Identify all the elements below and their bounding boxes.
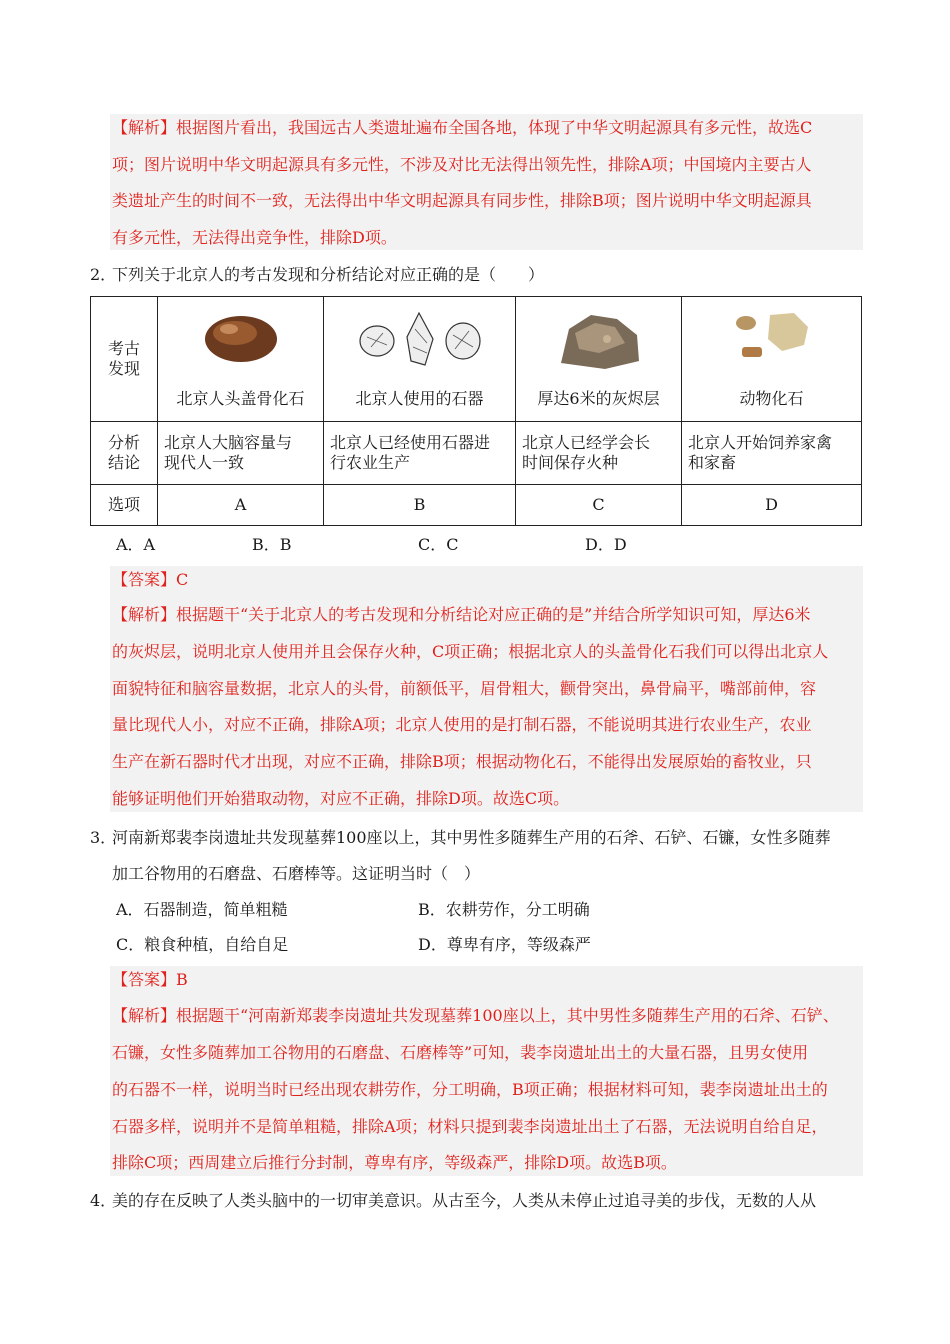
q3-stem-line: 加工谷物用的石磨盘、石磨棒等。这证明当时（ ） — [112, 864, 481, 883]
q2-analysis-line: 生产在新石器时代才出现，对应不正确，排除B项；根据动物化石，不能得出发展原始的畜牧业，只 — [112, 752, 812, 771]
finding-caption: 动物化石 — [739, 389, 804, 408]
choice-cell: C — [516, 485, 682, 526]
conclusion-text: 北京人已经使用石器进 — [330, 433, 491, 452]
q3-analysis-line: 石器多样，说明并不是简单粗糙，排除A项；材料只提到裴李岗遗址出土了石器，无法说明自给自足， — [112, 1117, 828, 1136]
q3-option[interactable]: B．农耕劳作，分工明确 — [418, 900, 590, 919]
conclusion-text: 行农业生产 — [330, 453, 411, 472]
row-label-text: 分析 — [107, 433, 140, 452]
findings-row — [91, 297, 862, 422]
q3-option[interactable]: C．粮食种植，自给自足 — [116, 935, 289, 954]
conclusion-cell — [516, 422, 682, 485]
conclusions-row — [91, 422, 862, 485]
skull-fossil-image — [201, 309, 281, 365]
conclusion-text: 和家畜 — [688, 453, 737, 472]
q1-analysis-line: 项；图片说明中华文明起源具有多元性，不涉及对比无法得出领先性，排除A项；中国境内主要古人 — [112, 155, 812, 174]
q3-stem-line: 河南新郑裴李岗遗址共发现墓葬100座以上，其中男性多随葬生产用的石斧、石铲、石镰，女性多随葬 — [112, 828, 831, 847]
row-label-text: 结论 — [107, 453, 140, 472]
conclusion-cell — [682, 422, 862, 485]
finding-cell — [682, 297, 862, 422]
q3-analysis-line: 【解析】根据题干“河南新郑裴李岗遗址共发现墓葬100座以上，其中男性多随葬生产用的石斧、石铲、 — [112, 1006, 839, 1025]
choice-cell: A — [158, 485, 324, 526]
q1-analysis-line: 【解析】根据图片看出，我国远古人类遗址遍布全国各地，体现了中华文明起源具有多元性，故选C — [112, 118, 813, 137]
choice-cell: D — [682, 485, 862, 526]
q2-answer: 【答案】C — [112, 570, 189, 589]
finding-caption: 北京人头盖骨化石 — [176, 389, 305, 408]
q3-analysis-line: 石镰，女性多随葬加工谷物用的石磨盘、石磨棒等”可知，裴李岗遗址出土的大量石器，且男女使用 — [112, 1043, 809, 1062]
finding-cell — [516, 297, 682, 422]
q3-analysis-line: 排除C项；西周建立后推行分封制，尊卑有序，等级森严，排除D项。故选B项。 — [112, 1153, 677, 1172]
q1-analysis-line: 类遗址产生的时间不一致，无法得出中华文明起源具有同步性，排除B项；图片说明中华文明起源具 — [112, 191, 812, 210]
conclusion-cell — [324, 422, 516, 485]
choice-cell: B — [324, 485, 516, 526]
q2-option[interactable]: D．D — [585, 535, 627, 554]
row-label-choice: 选项 — [91, 485, 158, 526]
q2-analysis-line: 【解析】根据题干“关于北京人的考古发现和分析结论对应正确的是”并结合所学知识可知，厚达6米 — [112, 605, 811, 624]
row-label-text: 考古 — [107, 339, 140, 358]
q3-answer-box — [110, 966, 863, 1176]
q2-table — [90, 296, 862, 526]
q3-analysis-line: 的石器不一样，说明当时已经出现农耕劳作，分工明确，B项正确；根据材料可知，裴李岗遗址出土的 — [112, 1080, 828, 1099]
q4-stem-line: 美的存在反映了人类头脑中的一切审美意识。从古至今，人类从未停止过追寻美的步伐，无数的人从 — [112, 1191, 817, 1210]
q2-analysis-line: 能够证明他们开始猎取动物，对应不正确，排除D项。故选C项。 — [112, 789, 570, 808]
row-label-findings — [91, 297, 158, 422]
stone-tools-image — [355, 309, 485, 369]
q3-number: 3． — [90, 828, 117, 847]
conclusion-text: 北京人大脑容量与 — [164, 433, 293, 452]
row-label-text: 发现 — [107, 359, 140, 378]
conclusion-text: 现代人一致 — [164, 453, 245, 472]
conclusion-text: 时间保存火种 — [522, 453, 619, 472]
choices-row — [91, 485, 862, 526]
q4-number: 4． — [90, 1191, 117, 1210]
q2-analysis-line: 面貌特征和脑容量数据，北京人的头骨，前额低平，眉骨粗大，颧骨突出，鼻骨扁平，嘴部前伸，容 — [112, 679, 817, 698]
q2-number: 2． — [90, 265, 117, 284]
q2-analysis-line: 的灰烬层，说明北京人使用并且会保存火种，C项正确；根据北京人的头盖骨化石我们可以得出北京人 — [112, 642, 829, 661]
finding-cell — [324, 297, 516, 422]
q3-answer: 【答案】B — [112, 970, 188, 989]
conclusion-text: 北京人开始饲养家禽 — [688, 433, 833, 452]
q3-option[interactable]: D．尊卑有序，等级森严 — [418, 935, 591, 954]
conclusion-cell — [158, 422, 324, 485]
ash-layer-image — [555, 309, 643, 371]
animal-fossil-image — [732, 309, 812, 363]
q2-analysis-line: 量比现代人小，对应不正确，排除A项；北京人使用的是打制石器，不能说明其进行农业生产，农业 — [112, 715, 812, 734]
q2-option[interactable]: B．B — [252, 535, 292, 554]
finding-caption: 北京人使用的石器 — [355, 389, 484, 408]
conclusion-text: 北京人已经学会长 — [522, 433, 651, 452]
q2-stem: 下列关于北京人的考古发现和分析结论对应正确的是（ ） — [112, 265, 545, 284]
q2-option[interactable]: C．C — [418, 535, 459, 554]
row-label-conclusions — [91, 422, 158, 485]
q2-option[interactable]: A．A — [116, 535, 156, 554]
finding-caption: 厚达6米的灰烬层 — [537, 389, 660, 408]
finding-cell — [158, 297, 324, 422]
q1-analysis-line: 有多元性，无法得出竞争性，排除D项。 — [112, 228, 397, 247]
q3-option[interactable]: A．石器制造，简单粗糙 — [116, 900, 288, 919]
